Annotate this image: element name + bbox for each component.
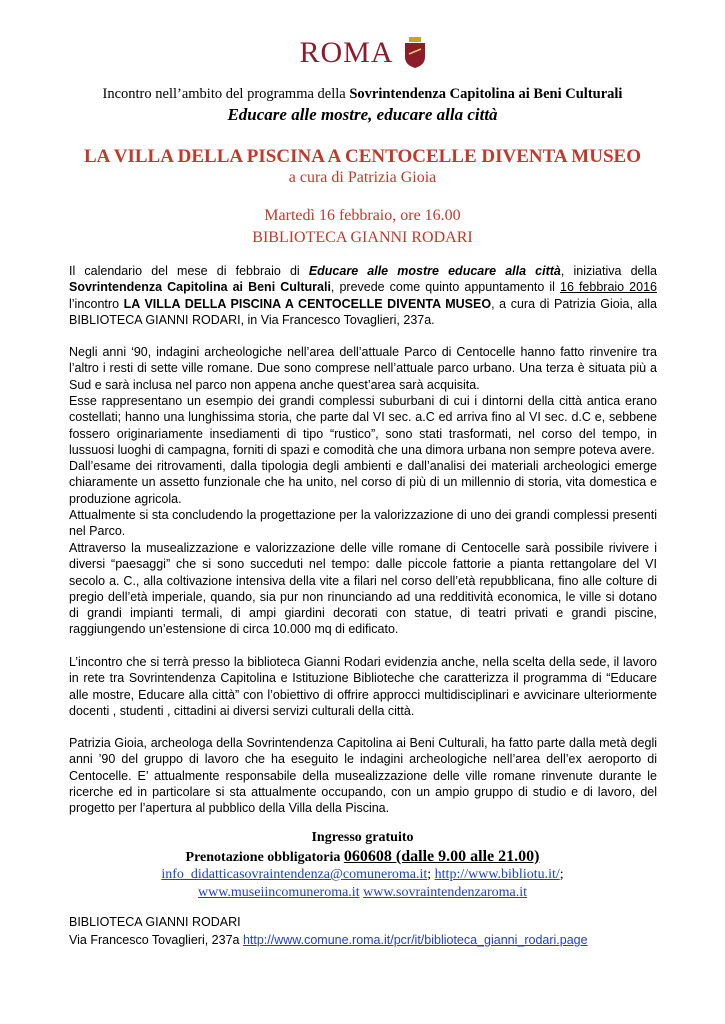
booking-line xyxy=(0,848,725,866)
intro-org: Sovrintendenza Capitolina ai Beni Culturali xyxy=(349,86,623,102)
contact-links: info_didatticasovraintendenza@comuneroma.it; http://www.bibliotu.it/; xyxy=(161,867,564,882)
sovraintendenza-link[interactable]: www.sovraintendenzaroma.it xyxy=(363,885,528,900)
event-title: LA VILLA DELLA PISCINA A CENTOCELLE DIVENTA MUSEO xyxy=(84,146,641,167)
museum-links xyxy=(0,885,725,901)
roma-logo xyxy=(0,36,725,70)
bibliotu-link[interactable]: http://www.bibliotu.it/ xyxy=(434,867,560,882)
email-link[interactable]: info_didatticasovraintendenza@comuneroma.it xyxy=(161,867,428,882)
booking-phone: 060608 (dalle 9.00 alle 21.00) xyxy=(343,848,540,865)
logo-text: ROMA xyxy=(299,36,394,69)
paragraph-meeting: L’incontro che si terrà presso la biblioteca Gianni Rodari evidenzia anche, nella scelta della sede, il lavoro in rete tra Sovrintendenza Capitolina e Istituzione Biblioteche che caratterizza il programma di “Educare alle mostre, Educare alla città” con l’obiettivo di offrire approcci multidisciplinari e avvicinare ulteriormente docenti , studenti , cittadini ai diversi servizi culturali della città. xyxy=(69,655,657,718)
program-title: Educare alle mostre, educare alla città xyxy=(227,105,498,124)
library-page-link[interactable]: http://www.comune.roma.it/pcr/it/biblioteca_gianni_rodari.page xyxy=(242,933,588,947)
library-address-line xyxy=(69,933,588,947)
event-curator: a cura di Patrizia Gioia xyxy=(288,169,437,186)
booking-label: Prenotazione obbligatoria xyxy=(185,850,344,865)
paragraph-discovery: Negli anni ‘90, indagini archeologiche nell’area dell’attuale Parco di Centocelle hanno fatto rinvenire tra l’altro i resti di sette ville romane. Due sono comprese nell’attuale parco urbano. Una terza è situata più a Sud e sarà inclusa nel parco non appena anche quest’area sarà acquisita. xyxy=(69,345,657,392)
paragraph-history: Esse rappresentano un esempio dei grandi complessi suburbani di cui i dintorni della città antica erano costellati; hanno una lunghissima storia, che parte dal VI sec. a.C ed arriva fino al VI sec. d.C e, sebbene fossero originariamente insediamenti di tipo “rustico”, sono stati trasformati, nel corso del tempo, in lussuosi luoghi di campagna, forniti di spazi e comodità che una dimora urbana non sempre poteva avere. xyxy=(69,394,657,457)
paragraph-intro: Il calendario del mese di febbraio di Educare alle mostre educare alla città, iniziativa della Sovrintendenza Capitolina ai Beni Culturali, prevede come quinto appuntamento il 16 febbraio 2016 l’incontro LA VILLA DELLA PISCINA A CENTOCELLE DIVENTA MUSEO, a cura di Patrizia Gioia, alla BIBLIOTECA GIANNI RODARI, in Via Francesco Tovaglieri, 237a. xyxy=(69,264,658,327)
free-entry: Ingresso gratuito xyxy=(311,830,414,845)
intro-text: Incontro nell’ambito del programma della xyxy=(102,86,350,102)
paragraph-landscapes: Attraverso la musealizzazione e valorizzazione delle ville romane di Centocelle sarà possibile rivivere i diversi “paesaggi” che si sono succeduti nel tempo: dalle piccole fattorie a pianta rettangolare del VI secolo a. C., alla coltivazione intensiva della vite a filari nel corso dell’età repubblicana, fino alle colture di pregio dell’età imperiale, quando, sia pur non rinunciando ad una redditività economica, le ville si dotano di grandi impianti termali, di ampi giardini decorati con statue, di teatri privati e grandi piscine, raggiungendo un’estensione di circa 10.000 mq di edificato. xyxy=(69,541,657,637)
event-date: Martedì 16 febbraio, ore 16.00 xyxy=(264,207,461,224)
library-address: Via Francesco Tovaglieri, 237a xyxy=(69,933,243,947)
intro-line xyxy=(0,86,725,103)
musei-link[interactable]: www.museiincomuneroma.it xyxy=(197,885,360,900)
library-name: BIBLIOTECA GIANNI RODARI xyxy=(69,915,241,929)
paragraph-project: Attualmente si sta concludendo la progettazione per la valorizzazione di uno dei grandi complessi presenti nel Parco. xyxy=(69,508,657,539)
event-venue: BIBLIOTECA GIANNI RODARI xyxy=(252,229,473,246)
paragraph-analysis: Dall’esame dei ritrovamenti, dalla tipologia degli ambienti e dall’analisi dei materiali archeologici emerge chiaramente un assetto funzionale che ha unito, nel corso di più di un millennio di storia, vita domestica e produzione agricola. xyxy=(69,459,657,506)
paragraph-curator-bio: Patrizia Gioia, archeologa della Sovrintendenza Capitolina ai Beni Culturali, ha fatto parte dalla metà degli anni ’90 del gruppo di lavoro che ha eseguito le indagini archeologiche nell’area dell’ex aeroporto di Centocelle. E’ attualmente responsabile della musealizzazione delle ville romane rinvenute durante le ricerche ed in particolare si sta attualmente occupando, con un ampio gruppo di studio e di lavoro, del progetto per l’apertura al pubblico della Villa della Piscina. xyxy=(69,736,657,816)
rome-coat-of-arms-icon xyxy=(404,37,426,69)
